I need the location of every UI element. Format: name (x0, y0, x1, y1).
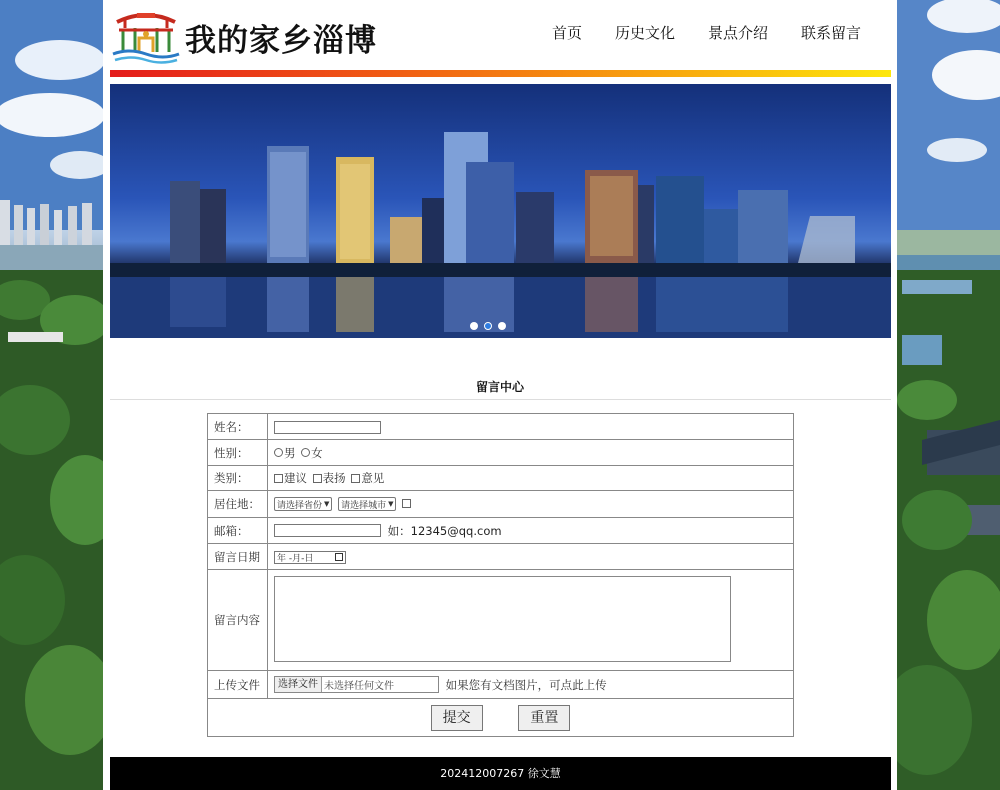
form-row-date (208, 544, 794, 570)
message-form (207, 413, 794, 737)
radio-male[interactable] (274, 448, 283, 457)
name-label: 姓名： (208, 414, 268, 440)
type-option-praise[interactable]: 表扬 (313, 470, 346, 486)
upload-label: 上传文件 (208, 671, 268, 699)
nav-scenic-spots[interactable]: 景点介绍 (707, 24, 768, 42)
carousel-dot-3[interactable] (498, 322, 506, 330)
form-row-buttons (208, 699, 794, 737)
email-hint: 如：12345@qq.com (387, 523, 502, 538)
header-gradient-bar (110, 70, 891, 77)
email-label: 邮箱： (208, 518, 268, 544)
sex-label: 性别： (208, 440, 268, 466)
upload-hint: 如果您有文档图片，可点此上传 (445, 677, 607, 692)
choose-file-button[interactable]: 选择文件 (275, 677, 322, 692)
form-row-name (208, 414, 794, 440)
site-footer: 202412007267 徐文慧 (110, 757, 891, 790)
logo-icon (111, 6, 181, 64)
site-title: 我的家乡淄博 (185, 23, 377, 59)
city-select[interactable]: 请选择城市 ▼ (338, 497, 396, 511)
checkbox-suggestion[interactable] (274, 474, 283, 483)
content-textarea[interactable] (274, 576, 731, 662)
radio-female[interactable] (301, 448, 310, 457)
sex-option-male[interactable]: 男 (274, 445, 296, 461)
background-left (0, 0, 103, 790)
file-input[interactable] (274, 676, 439, 693)
nav-home[interactable]: 首页 (551, 24, 582, 42)
carousel-indicators (470, 322, 506, 330)
checkbox-opinion[interactable] (351, 474, 360, 483)
carousel-dot-1[interactable] (470, 322, 478, 330)
site-header (103, 0, 897, 70)
type-label: 类别： (208, 466, 268, 491)
background-right (897, 0, 1000, 790)
form-row-content (208, 570, 794, 671)
form-row-type (208, 466, 794, 491)
date-label: 留言日期 (208, 544, 268, 570)
submit-button[interactable]: 提交 (431, 705, 483, 731)
calendar-icon[interactable] (335, 553, 343, 561)
sex-option-female[interactable]: 女 (301, 445, 323, 461)
reset-button[interactable]: 重置 (518, 705, 570, 731)
province-select[interactable]: 请选择省份 ▼ (274, 497, 332, 511)
date-input[interactable]: 年 -月-日 (274, 551, 346, 564)
form-row-email (208, 518, 794, 544)
form-row-address (208, 491, 794, 518)
chevron-down-icon: ▼ (388, 500, 394, 509)
main-nav (552, 22, 861, 43)
name-input[interactable] (274, 421, 381, 434)
nav-history-culture[interactable]: 历史文化 (614, 24, 675, 42)
chevron-down-icon: ▼ (324, 500, 330, 509)
carousel-dot-2[interactable] (484, 322, 492, 330)
page-container (103, 0, 897, 790)
banner-image (110, 84, 891, 338)
form-row-upload (208, 671, 794, 699)
type-option-opinion[interactable]: 意见 (351, 470, 384, 486)
address-checkbox[interactable] (402, 499, 411, 508)
content-label: 留言内容 (208, 570, 268, 671)
checkbox-praise[interactable] (313, 474, 322, 483)
address-label: 居住地： (208, 491, 268, 518)
banner-carousel[interactable] (110, 84, 891, 338)
form-row-sex (208, 440, 794, 466)
section-divider (110, 399, 891, 400)
file-status: 未选择任何文件 (324, 681, 394, 692)
email-input[interactable] (274, 524, 381, 537)
section-title: 留言中心 (475, 380, 524, 394)
type-option-suggestion[interactable]: 建议 (274, 470, 307, 486)
nav-contact-message[interactable]: 联系留言 (800, 24, 861, 42)
